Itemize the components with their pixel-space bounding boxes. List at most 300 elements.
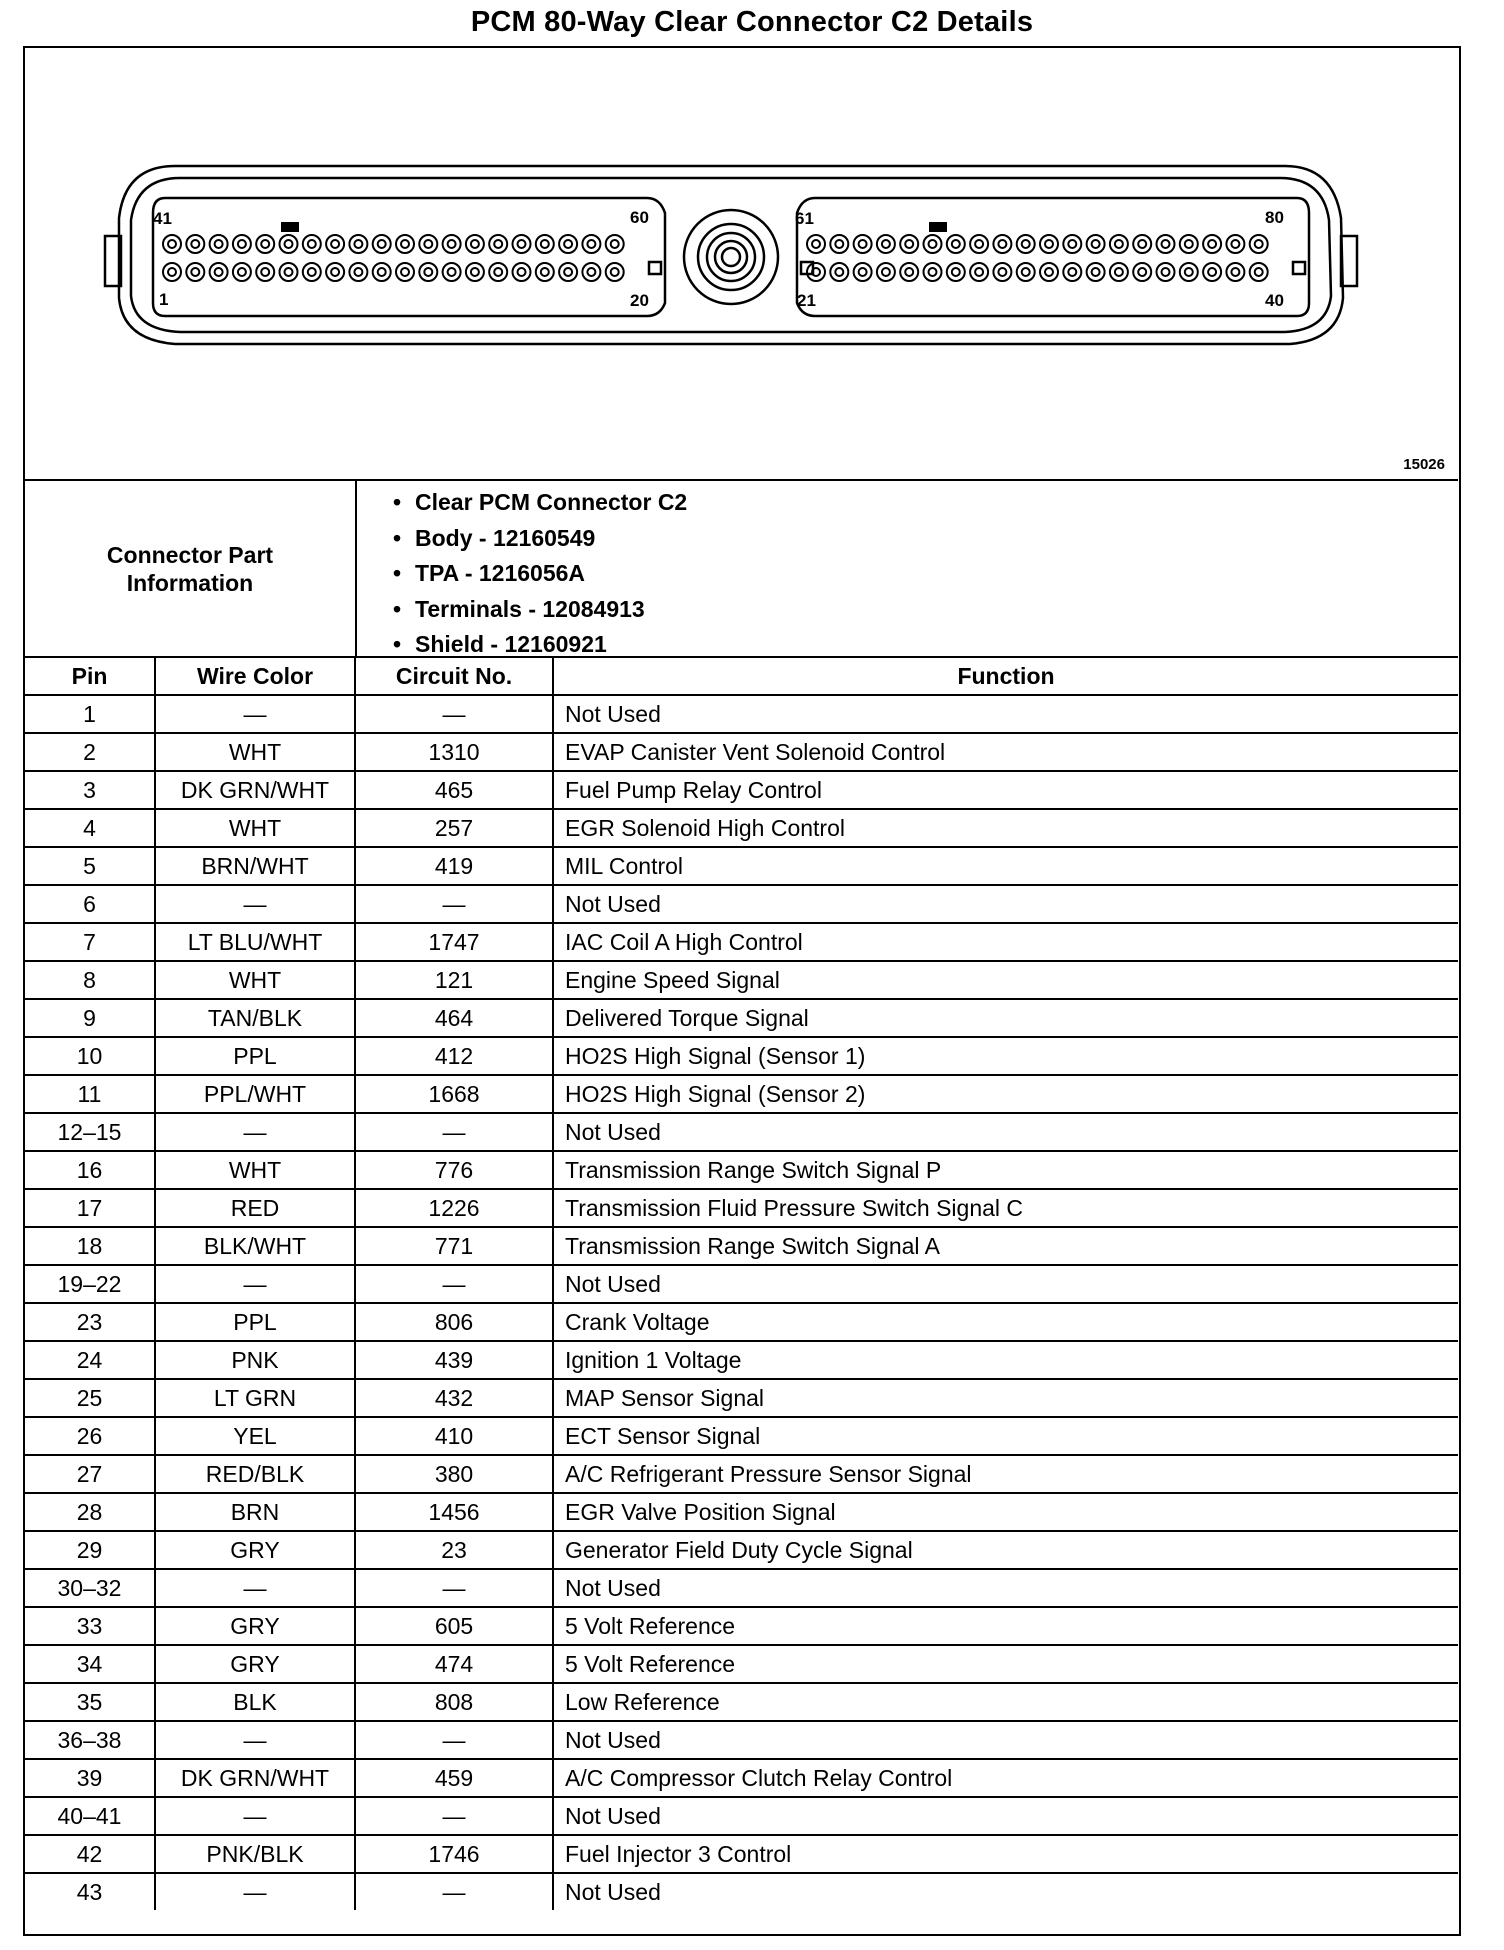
pin-hole-core <box>952 268 960 276</box>
pin-cell: 27 <box>25 1455 155 1493</box>
pin-hole <box>877 235 895 253</box>
table-row <box>25 885 1458 923</box>
pin-hole-core <box>494 268 502 276</box>
pin-hole <box>396 263 414 281</box>
pin-hole <box>349 263 367 281</box>
table-row <box>25 1493 1458 1531</box>
pin-hole-core <box>998 240 1006 248</box>
pin-hole-core <box>541 268 549 276</box>
circuit-cell: 1668 <box>355 1075 553 1113</box>
pin-hole-core <box>1068 268 1076 276</box>
pin-hole-core <box>835 268 843 276</box>
pin-hole <box>924 263 942 281</box>
function-cell: Not Used <box>553 885 1458 923</box>
pin-hole <box>970 263 988 281</box>
pin-hole <box>1087 235 1105 253</box>
pin-cell: 9 <box>25 999 155 1037</box>
pin-cell: 12–15 <box>25 1113 155 1151</box>
function-cell: IAC Coil A High Control <box>553 923 1458 961</box>
function-cell: Transmission Fluid Pressure Switch Signal C <box>553 1189 1458 1227</box>
wire-color-cell: GRY <box>155 1531 355 1569</box>
right-pin-block <box>797 198 1309 316</box>
pin-cell: 8 <box>25 961 155 999</box>
pin-hole <box>1087 263 1105 281</box>
wire-color-cell: — <box>155 1265 355 1303</box>
pin-hole-core <box>611 268 619 276</box>
figure-number: 15026 <box>1403 456 1445 473</box>
wire-color-cell: PPL <box>155 1037 355 1075</box>
function-cell: Fuel Pump Relay Control <box>553 771 1458 809</box>
pin-hole-core <box>541 240 549 248</box>
pin-hole-core <box>191 268 199 276</box>
function-cell: Not Used <box>553 695 1458 733</box>
function-cell: Not Used <box>553 1797 1458 1835</box>
function-cell: Engine Speed Signal <box>553 961 1458 999</box>
pin-hole <box>489 235 507 253</box>
pin-hole-core <box>882 240 890 248</box>
pin-hole <box>877 263 895 281</box>
pin-hole-core <box>238 240 246 248</box>
table-header-row <box>25 658 1458 695</box>
pin-hole <box>303 235 321 253</box>
pin-cell: 39 <box>25 1759 155 1797</box>
pin-cell: 16 <box>25 1151 155 1189</box>
pin-hole-core <box>611 240 619 248</box>
pin-hole <box>1017 235 1035 253</box>
circuit-cell: 410 <box>355 1417 553 1455</box>
table-row <box>25 961 1458 999</box>
pin-hole <box>1250 263 1268 281</box>
connector-diagram <box>25 48 1458 479</box>
pin-hole-core <box>448 268 456 276</box>
wire-color-cell: DK GRN/WHT <box>155 1759 355 1797</box>
pin-hole-core <box>238 268 246 276</box>
table-row <box>25 809 1458 847</box>
connector-info-item: • TPA - 1216056A <box>393 556 687 592</box>
left-pin-block <box>153 198 665 316</box>
pin-hole <box>1226 263 1244 281</box>
pin-hole <box>186 263 204 281</box>
wire-color-cell: — <box>155 1721 355 1759</box>
table-row <box>25 847 1458 885</box>
pin-hole-core <box>587 240 595 248</box>
connector-info-item: • Terminals - 12084913 <box>393 592 687 628</box>
table-row <box>25 1341 1458 1379</box>
function-cell: Not Used <box>553 1113 1458 1151</box>
wire-color-cell: LT GRN <box>155 1379 355 1417</box>
pin-hole-core <box>1045 268 1053 276</box>
pin-hole-core <box>905 268 913 276</box>
wire-color-cell: WHT <box>155 961 355 999</box>
table-row <box>25 1151 1458 1189</box>
pin-hole-core <box>1022 268 1030 276</box>
pin-hole-core <box>471 240 479 248</box>
pin-hole <box>900 235 918 253</box>
wire-color-cell: LT BLU/WHT <box>155 923 355 961</box>
pin-hole-core <box>812 240 820 248</box>
pin-hole <box>854 235 872 253</box>
pin-hole-core <box>1208 268 1216 276</box>
pin-hole-core <box>518 268 526 276</box>
pin-hole <box>326 263 344 281</box>
pin-hole <box>993 263 1011 281</box>
function-cell: EGR Solenoid High Control <box>553 809 1458 847</box>
circuit-cell: 380 <box>355 1455 553 1493</box>
pin-hole <box>970 235 988 253</box>
pin-cell: 23 <box>25 1303 155 1341</box>
connector-drawing <box>25 48 1458 479</box>
circuit-cell: 23 <box>355 1531 553 1569</box>
wire-color-cell: WHT <box>155 733 355 771</box>
pin-hole-core <box>215 268 223 276</box>
pin-hole <box>443 263 461 281</box>
pin-hole-core <box>308 268 316 276</box>
wire-color-cell: DK GRN/WHT <box>155 771 355 809</box>
pin-hole <box>513 263 531 281</box>
wire-color-cell: — <box>155 1569 355 1607</box>
pin-hole <box>1180 235 1198 253</box>
circuit-cell: 464 <box>355 999 553 1037</box>
function-cell: 5 Volt Reference <box>553 1607 1458 1645</box>
pin-hole-core <box>998 268 1006 276</box>
table-row <box>25 1455 1458 1493</box>
connector-info-item: • Body - 12160549 <box>393 521 687 557</box>
pin-hole-core <box>331 268 339 276</box>
pin-label-21: 21 <box>797 291 816 310</box>
pin-hole <box>807 235 825 253</box>
pin-hole <box>1133 235 1151 253</box>
function-cell: ECT Sensor Signal <box>553 1417 1458 1455</box>
function-cell: Not Used <box>553 1265 1458 1303</box>
pin-label-1: 1 <box>159 290 169 309</box>
table-row <box>25 1721 1458 1759</box>
pin-hole-core <box>1231 240 1239 248</box>
pin-cell: 3 <box>25 771 155 809</box>
pin-cell: 33 <box>25 1607 155 1645</box>
pin-hole-core <box>424 240 432 248</box>
pin-hole <box>582 263 600 281</box>
pin-hole <box>1203 235 1221 253</box>
pin-cell: 34 <box>25 1645 155 1683</box>
pin-hole-core <box>331 240 339 248</box>
pin-hole-core <box>1115 268 1123 276</box>
document-frame <box>23 46 1461 1936</box>
pin-cell: 19–22 <box>25 1265 155 1303</box>
pin-hole-core <box>191 240 199 248</box>
pin-hole-core <box>905 240 913 248</box>
pin-cell: 40–41 <box>25 1797 155 1835</box>
pin-cell: 5 <box>25 847 155 885</box>
pin-hole <box>606 263 624 281</box>
pin-hole-core <box>168 240 176 248</box>
pin-hole-core <box>1255 268 1263 276</box>
pin-hole <box>186 235 204 253</box>
function-cell: Fuel Injector 3 Control <box>553 1835 1458 1873</box>
function-cell: Generator Field Duty Cycle Signal <box>553 1531 1458 1569</box>
pin-hole <box>443 235 461 253</box>
function-cell: MIL Control <box>553 847 1458 885</box>
pin-hole-core <box>1208 240 1216 248</box>
wire-color-cell: BLK/WHT <box>155 1227 355 1265</box>
circuit-cell: — <box>355 1797 553 1835</box>
pin-hole <box>582 235 600 253</box>
function-cell: EVAP Canister Vent Solenoid Control <box>553 733 1458 771</box>
pin-hole-core <box>261 268 269 276</box>
pin-hole-core <box>354 240 362 248</box>
function-cell: Transmission Range Switch Signal P <box>553 1151 1458 1189</box>
function-cell: Ignition 1 Voltage <box>553 1341 1458 1379</box>
pin-hole <box>373 235 391 253</box>
circuit-cell: — <box>355 1873 553 1910</box>
table-row <box>25 1417 1458 1455</box>
pin-label-40: 40 <box>1265 291 1284 310</box>
pin-hole <box>280 263 298 281</box>
table-row <box>25 1075 1458 1113</box>
pin-hole <box>830 235 848 253</box>
pin-hole <box>233 263 251 281</box>
pin-hole <box>1110 235 1128 253</box>
pin-hole <box>303 263 321 281</box>
pin-label-80: 80 <box>1265 208 1284 227</box>
pin-hole-core <box>1022 240 1030 248</box>
pin-hole-core <box>471 268 479 276</box>
pin-hole-core <box>285 268 293 276</box>
pin-hole <box>1110 263 1128 281</box>
pin-hole <box>606 235 624 253</box>
wire-color-cell: — <box>155 1797 355 1835</box>
pin-hole-core <box>1185 240 1193 248</box>
pin-label-60: 60 <box>630 208 649 227</box>
pin-cell: 1 <box>25 695 155 733</box>
pin-hole-core <box>929 268 937 276</box>
function-cell: A/C Compressor Clutch Relay Control <box>553 1759 1458 1797</box>
wire-color-cell: BLK <box>155 1683 355 1721</box>
pin-hole <box>489 263 507 281</box>
info-divider <box>355 481 357 658</box>
pin-cell: 36–38 <box>25 1721 155 1759</box>
pin-label-41: 41 <box>153 209 172 228</box>
pin-hole-core <box>975 268 983 276</box>
pin-hole <box>1063 235 1081 253</box>
table-row <box>25 771 1458 809</box>
pin-hole <box>1250 235 1268 253</box>
pin-hole <box>1157 235 1175 253</box>
wire-color-cell: PNK/BLK <box>155 1835 355 1873</box>
pin-hole <box>396 235 414 253</box>
function-cell: Not Used <box>553 1721 1458 1759</box>
pin-hole-core <box>859 268 867 276</box>
left-key-mark <box>281 222 299 232</box>
table-row <box>25 1683 1458 1721</box>
circuit-cell: — <box>355 1265 553 1303</box>
circuit-cell: 412 <box>355 1037 553 1075</box>
pin-hole-core <box>401 268 409 276</box>
pin-hole-core <box>564 268 572 276</box>
wire-color-cell: WHT <box>155 1151 355 1189</box>
right-key-mark <box>929 222 947 232</box>
header-circuit-no: Circuit No. <box>355 658 553 695</box>
pin-hole <box>900 263 918 281</box>
circuit-cell: 419 <box>355 847 553 885</box>
circuit-cell: — <box>355 1721 553 1759</box>
pin-cell: 25 <box>25 1379 155 1417</box>
function-cell: Not Used <box>553 1873 1458 1910</box>
pin-cell: 30–32 <box>25 1569 155 1607</box>
pin-hole <box>559 263 577 281</box>
pin-hole-core <box>1255 240 1263 248</box>
pin-hole <box>163 263 181 281</box>
pin-hole <box>924 235 942 253</box>
table-row <box>25 1873 1458 1910</box>
pin-hole-core <box>378 268 386 276</box>
wire-color-cell: — <box>155 695 355 733</box>
pin-hole <box>280 235 298 253</box>
pin-hole <box>466 235 484 253</box>
wire-color-cell: YEL <box>155 1417 355 1455</box>
pin-hole <box>1017 263 1035 281</box>
function-cell: Delivered Torque Signal <box>553 999 1458 1037</box>
connector-shell-inner <box>131 178 1331 332</box>
pin-hole <box>854 263 872 281</box>
circuit-cell: 121 <box>355 961 553 999</box>
pin-hole-core <box>835 240 843 248</box>
wire-color-cell: PNK <box>155 1341 355 1379</box>
pin-label-20: 20 <box>630 291 649 310</box>
wire-color-cell: RED/BLK <box>155 1455 355 1493</box>
pin-hole <box>210 235 228 253</box>
pin-cell: 42 <box>25 1835 155 1873</box>
circuit-cell: 605 <box>355 1607 553 1645</box>
pin-hole <box>349 235 367 253</box>
pin-cell: 2 <box>25 733 155 771</box>
pin-hole <box>419 235 437 253</box>
circuit-cell: 257 <box>355 809 553 847</box>
circuit-cell: — <box>355 1569 553 1607</box>
table-row <box>25 999 1458 1037</box>
circuit-cell: 474 <box>355 1645 553 1683</box>
pin-hole <box>1226 235 1244 253</box>
pin-hole-core <box>308 240 316 248</box>
pin-cell: 7 <box>25 923 155 961</box>
pin-hole-core <box>587 268 595 276</box>
pin-hole-core <box>882 268 890 276</box>
pin-hole <box>947 235 965 253</box>
pin-cell: 18 <box>25 1227 155 1265</box>
pin-hole-core <box>1162 240 1170 248</box>
pin-hole-core <box>261 240 269 248</box>
circuit-cell: 776 <box>355 1151 553 1189</box>
pin-cell: 6 <box>25 885 155 923</box>
pin-hole <box>559 235 577 253</box>
pin-hole-core <box>424 268 432 276</box>
pin-hole <box>1180 263 1198 281</box>
connector-shell-outer <box>119 166 1343 344</box>
function-cell: EGR Valve Position Signal <box>553 1493 1458 1531</box>
circuit-cell: 1746 <box>355 1835 553 1873</box>
pin-cell: 17 <box>25 1189 155 1227</box>
pin-hole-core <box>378 240 386 248</box>
circuit-cell: — <box>355 885 553 923</box>
pin-hole-core <box>1231 268 1239 276</box>
pin-hole-core <box>354 268 362 276</box>
pin-hole-core <box>859 240 867 248</box>
function-cell: HO2S High Signal (Sensor 1) <box>553 1037 1458 1075</box>
table-row <box>25 733 1458 771</box>
pin-hole-core <box>1092 268 1100 276</box>
pin-hole <box>536 263 554 281</box>
table-row <box>25 1379 1458 1417</box>
circuit-cell: — <box>355 1113 553 1151</box>
pin-hole-core <box>1185 268 1193 276</box>
wire-color-cell: TAN/BLK <box>155 999 355 1037</box>
pin-hole-core <box>285 240 293 248</box>
page-title: PCM 80-Way Clear Connector C2 Details <box>470 6 1034 38</box>
table-row <box>25 1265 1458 1303</box>
pin-hole <box>1133 263 1151 281</box>
connector-info-item: • Shield - 12160921 <box>393 627 687 663</box>
circuit-cell: 806 <box>355 1303 553 1341</box>
pin-cell: 24 <box>25 1341 155 1379</box>
circuit-cell: — <box>355 695 553 733</box>
wire-color-cell: PPL <box>155 1303 355 1341</box>
function-cell: Not Used <box>553 1569 1458 1607</box>
pin-cell: 35 <box>25 1683 155 1721</box>
wire-color-cell: BRN/WHT <box>155 847 355 885</box>
table-row <box>25 923 1458 961</box>
wire-color-cell: GRY <box>155 1645 355 1683</box>
pin-hole <box>1040 235 1058 253</box>
table-row <box>25 1607 1458 1645</box>
pin-hole-core <box>1045 240 1053 248</box>
pin-hole-core <box>215 240 223 248</box>
pin-hole <box>233 235 251 253</box>
header-pin: Pin <box>25 658 155 695</box>
table-row <box>25 1113 1458 1151</box>
wire-color-cell: RED <box>155 1189 355 1227</box>
table-row <box>25 1037 1458 1075</box>
circuit-cell: 1310 <box>355 733 553 771</box>
function-cell: 5 Volt Reference <box>553 1645 1458 1683</box>
connector-info-label-line2: Information <box>126 569 254 596</box>
connector-info-label-line1: Connector Part <box>106 541 274 568</box>
pin-hole-core <box>1138 240 1146 248</box>
pin-hole <box>163 235 181 253</box>
pin-hole <box>466 263 484 281</box>
pin-hole <box>1203 263 1221 281</box>
pin-hole-core <box>494 240 502 248</box>
pin-hole-core <box>1115 240 1123 248</box>
pin-table <box>25 658 1458 1910</box>
pin-hole-core <box>929 240 937 248</box>
circuit-cell: 459 <box>355 1759 553 1797</box>
wire-color-cell: — <box>155 1113 355 1151</box>
pin-hole-core <box>564 240 572 248</box>
circuit-cell: 1226 <box>355 1189 553 1227</box>
function-cell: HO2S High Signal (Sensor 2) <box>553 1075 1458 1113</box>
function-cell: Low Reference <box>553 1683 1458 1721</box>
pin-hole-core <box>1162 268 1170 276</box>
pin-label-61: 61 <box>795 209 814 228</box>
function-cell: Transmission Range Switch Signal A <box>553 1227 1458 1265</box>
pin-hole <box>256 263 274 281</box>
wire-color-cell: WHT <box>155 809 355 847</box>
function-cell: MAP Sensor Signal <box>553 1379 1458 1417</box>
circuit-cell: 808 <box>355 1683 553 1721</box>
pin-hole <box>807 263 825 281</box>
pin-hole-core <box>1092 240 1100 248</box>
pin-hole <box>1040 263 1058 281</box>
pin-hole-core <box>1068 240 1076 248</box>
